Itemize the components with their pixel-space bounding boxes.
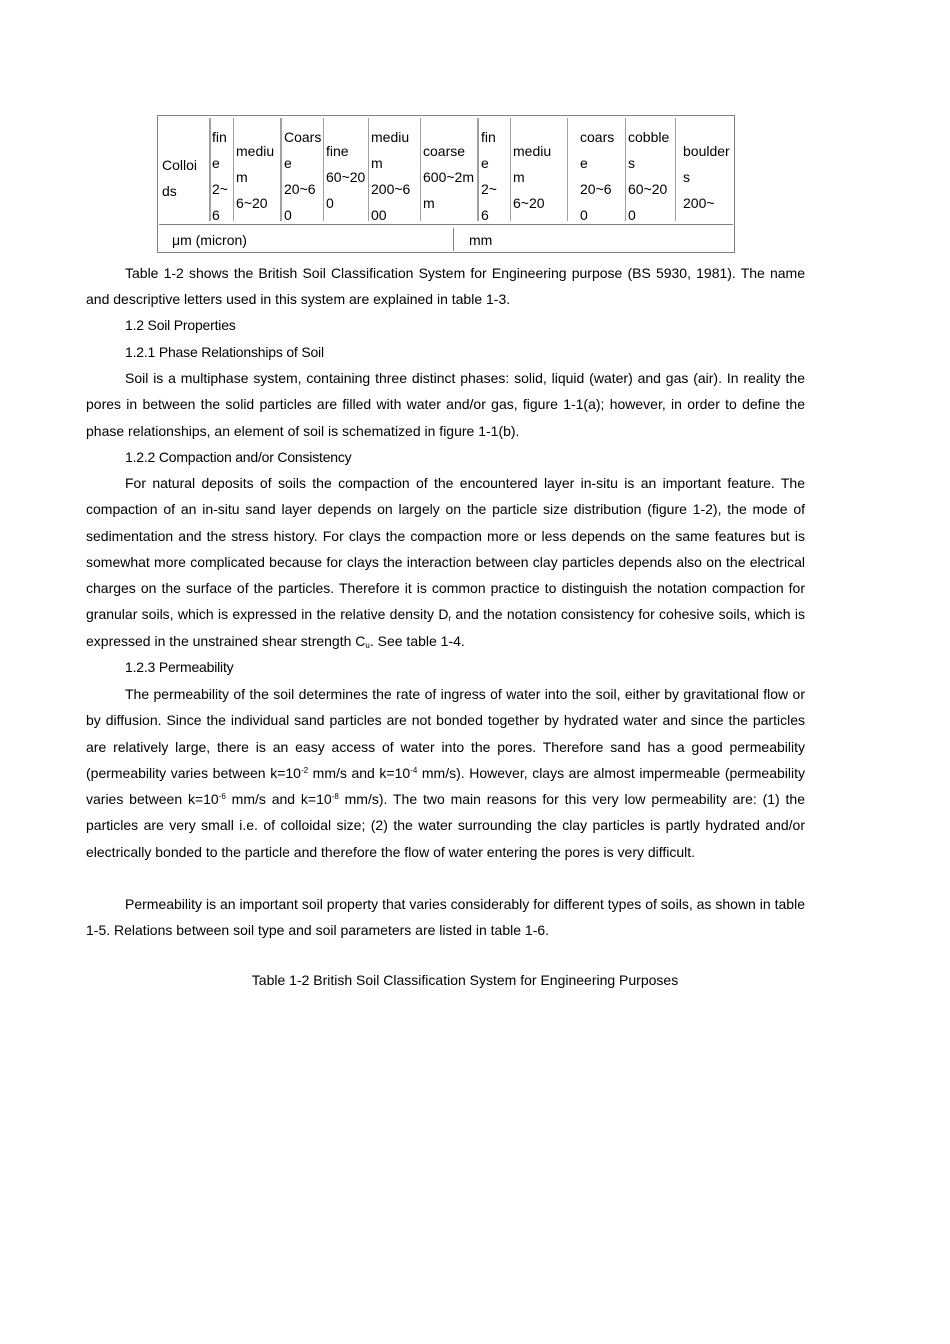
table-cell-gravel-medium: mediu m 6~20 bbox=[511, 118, 568, 221]
table-cell-silt-medium: mediu m 6~20 bbox=[234, 118, 281, 221]
paragraph-compaction: For natural deposits of soils the compaction of the encountered layer in-situ is an important feature. The compaction of an in-situ sand layer depends on largely on the particle size distribution (figure 1-2), the mode of sedimentation and the stress history. For clays the compaction more or less depends on the same features but is somewhat more complicated because for clays the interaction between clay particles depends also on the electrical charges on the surface of the particles. Therefore it is common practice to distinguish the notation compaction for granular soils, which is expressed in the relative density $D_r$ and the notation consistency for cohesive soils, which is expressed in the unstrained shear strength $C_u$. See table 1-4. bbox=[86, 475, 805, 650]
section-heading-1-2-2: 1.2.2 Compaction and/or Consistency bbox=[125, 449, 352, 465]
paragraph-phase-relationships: Soil is a multiphase system, containing three distinct phases: solid, liquid (water) and gas (air). In reality the pores in between the solid particles are filled with water and/or gas, figure 1-1(a); however, in order to define the phase relationships, an element of soil is schematized in figure 1-1(b). bbox=[86, 370, 805, 439]
table-caption: Table 1-2 British Soil Classification System for Engineering Purposes bbox=[251, 972, 679, 988]
grain-size-table bbox=[157, 115, 735, 253]
paragraph-table-intro: Table 1-2 shows the British Soil Classification System for Engineering purpose (BS 5930, 1981). The name and descriptive letters used in this system are explained in table 1-3. bbox=[86, 265, 805, 308]
table-cell-sand-fine: fine 60~20 0 bbox=[324, 118, 369, 221]
table-cell-silt-coarse: Coars e 20~6 0 bbox=[281, 118, 324, 221]
paragraph-permeability-types: Permeability is an important soil property that varies considerably for different types of soils, as shown in table 1-5. Relations between soil type and soil parameters are listed in table 1-6. bbox=[86, 896, 805, 939]
table-cell-colloids: Colloi ds bbox=[160, 118, 211, 221]
table-cell-silt-fine: fin e 2~ 6 bbox=[209, 118, 234, 221]
unit-mm-cell: mm bbox=[469, 232, 493, 248]
unit-micron-cell: μm (micron) bbox=[160, 228, 454, 251]
section-heading-1-2-3: 1.2.3 Permeability bbox=[125, 659, 234, 675]
table-cell-gravel-coarse: coars e 20~6 0 bbox=[578, 118, 626, 221]
table-cell-gravel-fine: fin e 2~ 6 bbox=[478, 118, 511, 221]
section-heading-1-2: 1.2 Soil Properties bbox=[125, 317, 236, 333]
section-heading-1-2-1: 1.2.1 Phase Relationships of Soil bbox=[125, 344, 324, 360]
paragraph-permeability: The permeability of the soil determines the rate of ingress of water into the soil, either by gravitational flow or by diffusion. Since the individual sand particles are not bonded together by hydrated water and since the particles are relatively large, there is an easy access of water into the pores. Therefore sand has a good permeability (permeability varies between $k=10^{-2}$ mm/s and $k=10^{-4}$ mm/s). However, clays are almost impermeable (permeability varies between $k=10^{-6}$ mm/s and $k=10^{-8}$ mm/s). The two main reasons for this very low permeability are: (1) the particles are very small i.e. of colloidal size; (2) the water surrounding the clay particles is partly hydrated and/or electrically bonded to the particle and therefore the flow of water entering the pores is very difficult. bbox=[86, 686, 805, 860]
table-cell-sand-coarse: coarse 600~2m m bbox=[421, 118, 478, 221]
table-cell-cobbles: cobble s 60~20 0 bbox=[626, 118, 676, 221]
table-cell-sand-medium: mediu m 200~6 00 bbox=[369, 118, 421, 221]
table-cell-boulders: boulder s 200~ bbox=[683, 143, 730, 211]
